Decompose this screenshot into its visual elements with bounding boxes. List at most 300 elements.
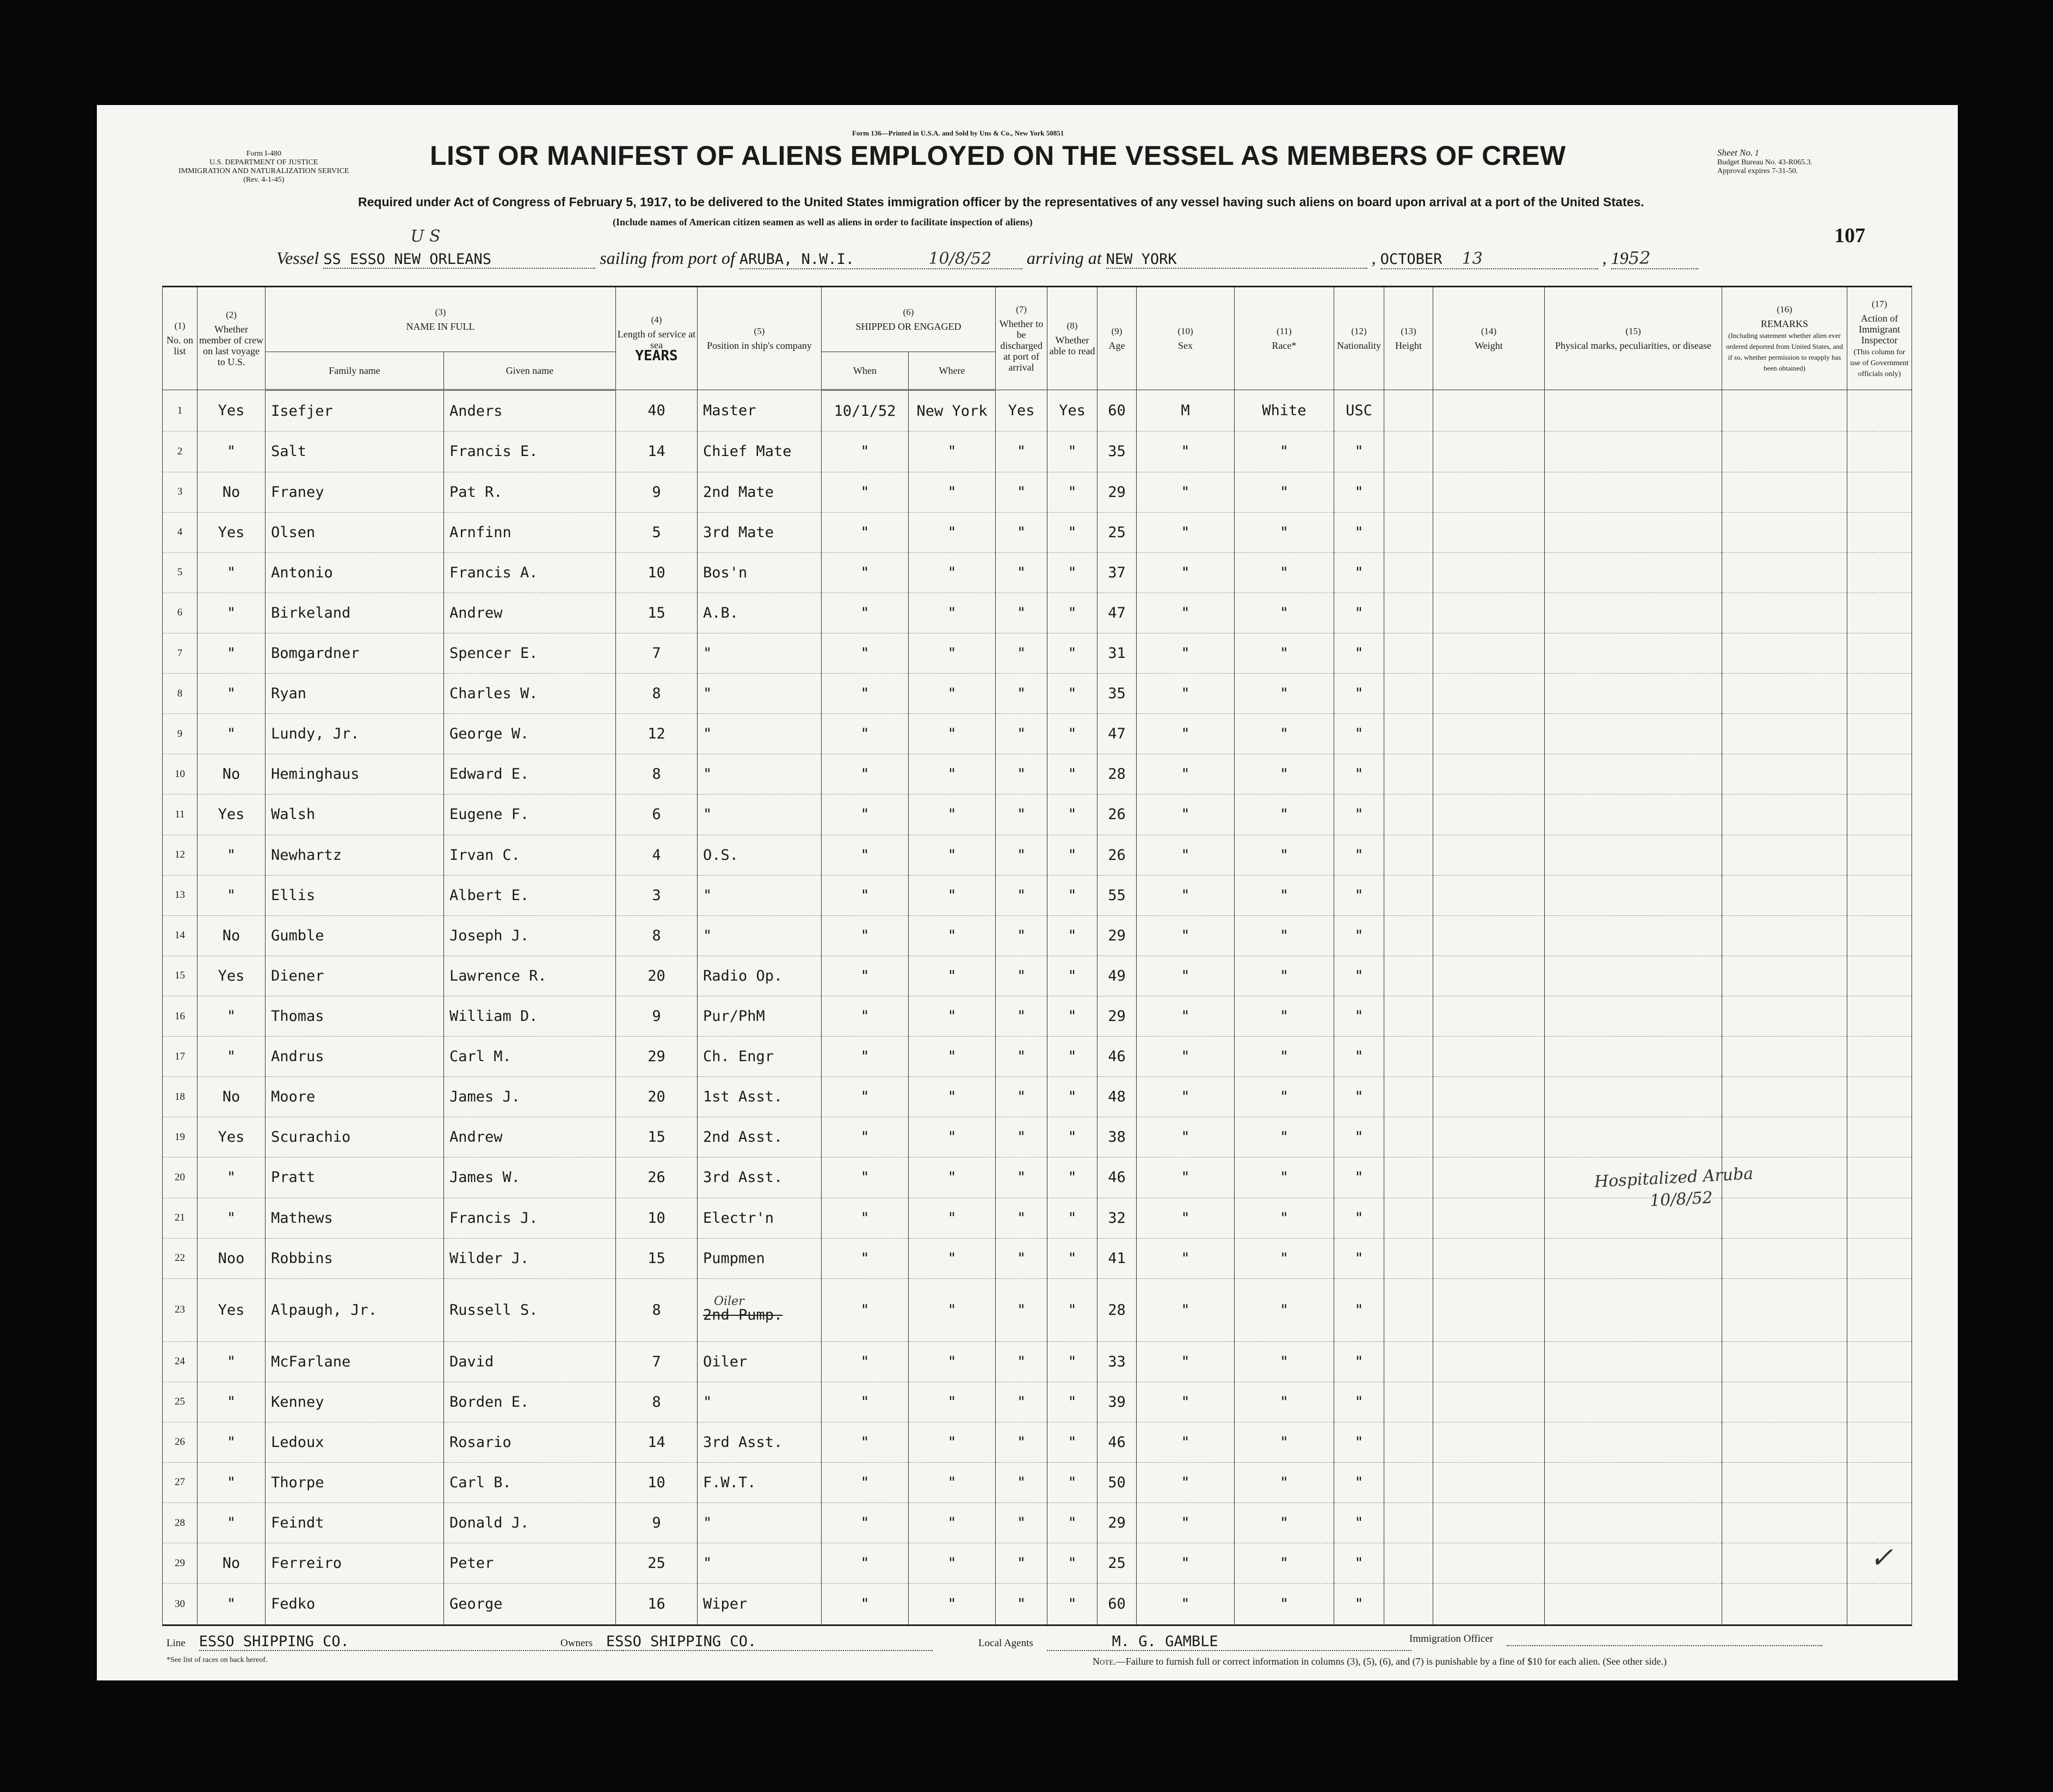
remarks-cell bbox=[1722, 1422, 1847, 1462]
inspector-action-cell bbox=[1847, 1077, 1912, 1117]
weight-cell bbox=[1433, 996, 1545, 1036]
given-name-cell: Andrew bbox=[444, 1117, 616, 1157]
nationality-cell: " bbox=[1334, 432, 1384, 472]
able-to-read-cell: " bbox=[1047, 1157, 1098, 1198]
years-of-service-cell: 9 bbox=[616, 996, 698, 1036]
family-name-cell: Lundy, Jr. bbox=[266, 714, 444, 754]
row-number-cell: 30 bbox=[163, 1584, 198, 1625]
year-suffix: 52 bbox=[1628, 248, 1651, 268]
family-name-cell: Thorpe bbox=[266, 1462, 444, 1502]
discharged-cell: " bbox=[996, 714, 1047, 754]
sex-cell: " bbox=[1137, 633, 1235, 673]
age-cell: 28 bbox=[1098, 1278, 1137, 1341]
crew-row bbox=[163, 795, 1912, 835]
age-cell: 46 bbox=[1098, 1422, 1137, 1462]
col-header-position: (5) Position in ship's company bbox=[698, 287, 822, 390]
family-name-cell: Ledoux bbox=[266, 1422, 444, 1462]
remarks-cell bbox=[1722, 1341, 1847, 1382]
previous-voyage-cell: Yes bbox=[198, 956, 266, 996]
weight-cell bbox=[1433, 1462, 1545, 1502]
nationality-cell: " bbox=[1334, 1462, 1384, 1502]
shipped-where-cell: " bbox=[909, 1341, 996, 1382]
weight-cell bbox=[1433, 875, 1545, 915]
height-cell bbox=[1384, 835, 1433, 875]
previous-voyage-cell: Yes bbox=[198, 1117, 266, 1157]
height-cell bbox=[1384, 996, 1433, 1036]
nationality-cell: " bbox=[1334, 835, 1384, 875]
age-cell: 49 bbox=[1098, 956, 1137, 996]
sex-cell: " bbox=[1137, 1117, 1235, 1157]
given-name-cell: Carl M. bbox=[444, 1037, 616, 1077]
crew-row bbox=[163, 633, 1912, 673]
shipped-where-cell: " bbox=[909, 674, 996, 714]
race-cell: " bbox=[1235, 835, 1334, 875]
height-cell bbox=[1384, 1278, 1433, 1341]
col-header-height: (13) Height bbox=[1384, 287, 1433, 390]
shipped-where-cell: " bbox=[909, 915, 996, 956]
crew-row bbox=[163, 956, 1912, 996]
shipped-where-cell: " bbox=[909, 1117, 996, 1157]
nationality-cell: " bbox=[1334, 996, 1384, 1036]
able-to-read-cell: " bbox=[1047, 1584, 1098, 1625]
inspector-action-cell bbox=[1847, 1037, 1912, 1077]
years-of-service-cell: 15 bbox=[616, 593, 698, 633]
discharged-cell: " bbox=[996, 996, 1047, 1036]
height-cell bbox=[1384, 512, 1433, 552]
discharged-cell: " bbox=[996, 795, 1047, 835]
previous-voyage-cell: Yes bbox=[198, 512, 266, 552]
sex-cell: " bbox=[1137, 1584, 1235, 1625]
given-name-cell: Francis J. bbox=[444, 1198, 616, 1238]
shipped-when-cell: " bbox=[822, 795, 909, 835]
position-cell: 2nd Mate bbox=[698, 472, 822, 512]
age-cell: 29 bbox=[1098, 472, 1137, 512]
able-to-read-cell: " bbox=[1047, 1502, 1098, 1543]
race-cell: " bbox=[1235, 674, 1334, 714]
discharged-cell: " bbox=[996, 1422, 1047, 1462]
previous-voyage-cell: " bbox=[198, 1502, 266, 1543]
row-number-cell: 21 bbox=[163, 1198, 198, 1238]
shipped-when-cell: " bbox=[822, 512, 909, 552]
able-to-read-cell: " bbox=[1047, 956, 1098, 996]
inspector-action-cell bbox=[1847, 1382, 1912, 1422]
sex-cell: " bbox=[1137, 956, 1235, 996]
crew-row bbox=[163, 1037, 1912, 1077]
family-name-cell: Salt bbox=[266, 432, 444, 472]
crew-row bbox=[163, 1584, 1912, 1625]
nationality-cell: " bbox=[1334, 1422, 1384, 1462]
shipped-when-cell: " bbox=[822, 1198, 909, 1238]
given-name-cell: Albert E. bbox=[444, 875, 616, 915]
shipped-when-cell: " bbox=[822, 552, 909, 593]
remarks-cell bbox=[1722, 1117, 1847, 1157]
height-cell bbox=[1384, 390, 1433, 432]
weight-cell bbox=[1433, 1037, 1545, 1077]
previous-voyage-cell: No bbox=[198, 915, 266, 956]
crew-row bbox=[163, 915, 1912, 956]
discharged-cell: " bbox=[996, 593, 1047, 633]
weight-cell bbox=[1433, 1238, 1545, 1278]
nationality-cell: " bbox=[1334, 714, 1384, 754]
previous-voyage-cell: " bbox=[198, 1198, 266, 1238]
weight-cell bbox=[1433, 674, 1545, 714]
previous-voyage-cell: Yes bbox=[198, 795, 266, 835]
weight-cell bbox=[1433, 915, 1545, 956]
years-of-service-cell: 7 bbox=[616, 633, 698, 673]
inspector-action-cell bbox=[1847, 552, 1912, 593]
nationality-cell: " bbox=[1334, 795, 1384, 835]
shipped-where-cell: " bbox=[909, 593, 996, 633]
crew-row bbox=[163, 1238, 1912, 1278]
able-to-read-cell: " bbox=[1047, 512, 1098, 552]
inspector-action-cell bbox=[1847, 714, 1912, 754]
nationality-cell: " bbox=[1334, 754, 1384, 795]
able-to-read-cell: " bbox=[1047, 633, 1098, 673]
age-cell: 29 bbox=[1098, 1502, 1137, 1543]
previous-voyage-cell: " bbox=[198, 674, 266, 714]
nationality-cell: " bbox=[1334, 552, 1384, 593]
vessel-annotation: U S bbox=[410, 227, 441, 246]
shipped-where-cell: " bbox=[909, 795, 996, 835]
inspector-action-cell bbox=[1847, 1157, 1912, 1198]
years-of-service-cell: 10 bbox=[616, 1198, 698, 1238]
col-header-age: (9) Age bbox=[1098, 287, 1137, 390]
able-to-read-cell: " bbox=[1047, 1238, 1098, 1278]
inspector-action-cell bbox=[1847, 1238, 1912, 1278]
inspector-action-cell bbox=[1847, 1117, 1912, 1157]
position-cell: " bbox=[698, 1382, 822, 1422]
remarks-cell bbox=[1722, 633, 1847, 673]
age-cell: 46 bbox=[1098, 1157, 1137, 1198]
shipped-when-cell: " bbox=[822, 674, 909, 714]
shipped-when-cell: " bbox=[822, 1502, 909, 1543]
remarks-cell bbox=[1722, 1502, 1847, 1543]
shipped-where-cell: " bbox=[909, 1382, 996, 1422]
crew-row bbox=[163, 593, 1912, 633]
family-name-cell: Robbins bbox=[266, 1238, 444, 1278]
given-name-cell: Joseph J. bbox=[444, 915, 616, 956]
race-cell: " bbox=[1235, 996, 1334, 1036]
legal-requirement: Required under Act of Congress of February 5, 1917, to be delivered to the United States immigration officer by the representatives of any vessel having such aliens on board upon arrival at a port of the United States. bbox=[358, 195, 1644, 209]
shipped-when-cell: " bbox=[822, 432, 909, 472]
remarks-cell bbox=[1722, 795, 1847, 835]
sex-cell: " bbox=[1137, 1198, 1235, 1238]
col-header-name: (3) NAME IN FULL bbox=[266, 287, 616, 352]
years-of-service-cell: 40 bbox=[616, 390, 698, 432]
revision-date: (Rev. 4-1-45) bbox=[243, 176, 285, 184]
nationality-cell: " bbox=[1334, 1382, 1384, 1422]
given-name-cell: Peter bbox=[444, 1543, 616, 1584]
physical-marks-cell bbox=[1545, 1278, 1722, 1341]
sex-cell: " bbox=[1137, 1462, 1235, 1502]
able-to-read-cell: " bbox=[1047, 1077, 1098, 1117]
remarks-cell bbox=[1722, 956, 1847, 996]
col-header-discharged: (7) Whether to be discharged at port of arrival bbox=[996, 287, 1047, 390]
footer-line bbox=[167, 1633, 624, 1651]
position-cell: Wiper bbox=[698, 1584, 822, 1625]
given-name-cell: Francis A. bbox=[444, 552, 616, 593]
discharged-cell: " bbox=[996, 1278, 1047, 1341]
vessel-label: Vessel bbox=[276, 248, 319, 268]
row-number-cell: 29 bbox=[163, 1543, 198, 1584]
row-number-cell: 18 bbox=[163, 1077, 198, 1117]
shipped-where-cell: " bbox=[909, 1422, 996, 1462]
inspector-action-cell bbox=[1847, 1278, 1912, 1341]
discharged-cell: " bbox=[996, 1198, 1047, 1238]
nationality-cell: " bbox=[1334, 593, 1384, 633]
inspector-action-cell bbox=[1847, 1198, 1912, 1238]
nationality-cell: USC bbox=[1334, 390, 1384, 432]
service-name: IMMIGRATION AND NATURALIZATION SERVICE bbox=[178, 167, 349, 175]
age-cell: 47 bbox=[1098, 593, 1137, 633]
race-cell: " bbox=[1235, 1037, 1334, 1077]
position-cell: " bbox=[698, 1502, 822, 1543]
position-cell: Radio Op. bbox=[698, 956, 822, 996]
position-cell: F.W.T. bbox=[698, 1462, 822, 1502]
weight-cell bbox=[1433, 1584, 1545, 1625]
given-name-cell: Russell S. bbox=[444, 1278, 616, 1341]
age-cell: 60 bbox=[1098, 390, 1137, 432]
race-cell: " bbox=[1235, 1341, 1334, 1382]
weight-cell bbox=[1433, 1502, 1545, 1543]
weight-cell bbox=[1433, 593, 1545, 633]
col-header-physical-marks: (15) Physical marks, peculiarities, or disease bbox=[1545, 287, 1722, 390]
height-cell bbox=[1384, 674, 1433, 714]
position-cell: A.B. bbox=[698, 593, 822, 633]
col-header-read: (8) Whether able to read bbox=[1047, 287, 1098, 390]
race-cell: " bbox=[1235, 593, 1334, 633]
discharged-cell: " bbox=[996, 754, 1047, 795]
years-of-service-cell: 4 bbox=[616, 835, 698, 875]
family-name-cell: Ellis bbox=[266, 875, 444, 915]
height-cell bbox=[1384, 1077, 1433, 1117]
age-cell: 28 bbox=[1098, 754, 1137, 795]
height-cell bbox=[1384, 754, 1433, 795]
shipped-when-cell: " bbox=[822, 593, 909, 633]
previous-voyage-cell: " bbox=[198, 835, 266, 875]
weight-cell bbox=[1433, 754, 1545, 795]
officer-label: Immigration Officer bbox=[1409, 1633, 1494, 1645]
arrival-month: OCTOBER bbox=[1380, 251, 1442, 268]
inspector-action-cell bbox=[1847, 1502, 1912, 1543]
able-to-read-cell: " bbox=[1047, 674, 1098, 714]
row-number-cell: 6 bbox=[163, 593, 198, 633]
row-number-cell: 8 bbox=[163, 674, 198, 714]
remarks-cell bbox=[1722, 714, 1847, 754]
discharged-cell: Yes bbox=[996, 390, 1047, 432]
age-cell: 29 bbox=[1098, 996, 1137, 1036]
remarks-cell bbox=[1722, 1278, 1847, 1341]
col-header-given-name: Given name bbox=[444, 352, 616, 390]
crew-row bbox=[163, 472, 1912, 512]
previous-voyage-cell: " bbox=[198, 1382, 266, 1422]
race-cell: " bbox=[1235, 1238, 1334, 1278]
shipped-where-cell: " bbox=[909, 1278, 996, 1341]
sex-cell: " bbox=[1137, 1382, 1235, 1422]
family-name-cell: Walsh bbox=[266, 795, 444, 835]
weight-cell bbox=[1433, 1341, 1545, 1382]
discharged-cell: " bbox=[996, 1584, 1047, 1625]
nationality-cell: " bbox=[1334, 1198, 1384, 1238]
shipped-where-cell: " bbox=[909, 432, 996, 472]
shipped-where-cell: " bbox=[909, 1157, 996, 1198]
remarks-cell bbox=[1722, 472, 1847, 512]
weight-cell bbox=[1433, 432, 1545, 472]
col-header-inspector-action: (17) Action of Immigrant Inspector (This column for use of Government officials only) bbox=[1847, 287, 1912, 390]
include-note: (Include names of American citizen seamen as well as aliens in order to facilitate inspection of aliens) bbox=[613, 217, 1033, 227]
age-cell: 25 bbox=[1098, 1543, 1137, 1584]
shipped-where-cell: " bbox=[909, 714, 996, 754]
weight-cell bbox=[1433, 1382, 1545, 1422]
age-cell: 50 bbox=[1098, 1462, 1137, 1502]
weight-cell bbox=[1433, 1077, 1545, 1117]
able-to-read-cell: " bbox=[1047, 1117, 1098, 1157]
nationality-cell: " bbox=[1334, 875, 1384, 915]
remarks-cell bbox=[1722, 432, 1847, 472]
discharged-cell: " bbox=[996, 432, 1047, 472]
sex-cell: " bbox=[1137, 552, 1235, 593]
row-number-cell: 24 bbox=[163, 1341, 198, 1382]
position-cell: Master bbox=[698, 390, 822, 432]
position-cell: O.S. bbox=[698, 835, 822, 875]
page-title: LIST OR MANIFEST OF ALIENS EMPLOYED ON THE VESSEL AS MEMBERS OF CREW bbox=[430, 140, 1566, 171]
row-number-cell: 26 bbox=[163, 1422, 198, 1462]
shipped-where-cell: " bbox=[909, 1462, 996, 1502]
row-number-cell: 5 bbox=[163, 552, 198, 593]
shipped-where-cell: " bbox=[909, 956, 996, 996]
shipped-when-cell: " bbox=[822, 956, 909, 996]
race-cell: " bbox=[1235, 915, 1334, 956]
inspector-action-cell bbox=[1847, 835, 1912, 875]
col-header-shipped: (6) SHIPPED OR ENGAGED bbox=[822, 287, 996, 352]
years-of-service-cell: 12 bbox=[616, 714, 698, 754]
age-cell: 46 bbox=[1098, 1037, 1137, 1077]
years-of-service-cell: 29 bbox=[616, 1037, 698, 1077]
family-name-cell: Franey bbox=[266, 472, 444, 512]
inspector-action-cell bbox=[1847, 795, 1912, 835]
sex-cell: " bbox=[1137, 674, 1235, 714]
physical-marks-cell bbox=[1545, 432, 1722, 472]
years-of-service-cell: 25 bbox=[616, 1543, 698, 1584]
given-name-cell: Wilder J. bbox=[444, 1238, 616, 1278]
shipped-where-cell: " bbox=[909, 1584, 996, 1625]
height-cell bbox=[1384, 1543, 1433, 1584]
race-cell: " bbox=[1235, 552, 1334, 593]
nationality-cell: " bbox=[1334, 512, 1384, 552]
crew-rows bbox=[163, 390, 1912, 1625]
line-value: ESSO SHIPPING CO. bbox=[199, 1633, 624, 1651]
crew-row bbox=[163, 1462, 1912, 1502]
nationality-cell: " bbox=[1334, 1341, 1384, 1382]
years-of-service-cell: 16 bbox=[616, 1584, 698, 1625]
physical-marks-cell bbox=[1545, 875, 1722, 915]
shipped-when-cell: " bbox=[822, 1422, 909, 1462]
given-name-cell: Arnfinn bbox=[444, 512, 616, 552]
col-header-weight: (14) Weight bbox=[1433, 287, 1545, 390]
footer-officer bbox=[1409, 1633, 1822, 1646]
weight-cell bbox=[1433, 1157, 1545, 1198]
row-number-cell: 3 bbox=[163, 472, 198, 512]
given-name-cell: Pat R. bbox=[444, 472, 616, 512]
previous-voyage-cell: No bbox=[198, 472, 266, 512]
col-header-sex: (10) Sex bbox=[1137, 287, 1235, 390]
race-cell: " bbox=[1235, 1278, 1334, 1341]
owners-value: ESSO SHIPPING CO. bbox=[606, 1633, 933, 1651]
age-cell: 37 bbox=[1098, 552, 1137, 593]
height-cell bbox=[1384, 1422, 1433, 1462]
remarks-cell bbox=[1722, 996, 1847, 1036]
row-number-cell: 11 bbox=[163, 795, 198, 835]
position-cell bbox=[698, 1278, 822, 1341]
given-name-cell: Spencer E. bbox=[444, 633, 616, 673]
form-number: Form I-480 bbox=[246, 150, 281, 158]
position-cell: 3rd Asst. bbox=[698, 1157, 822, 1198]
crew-row bbox=[163, 1382, 1912, 1422]
physical-marks-cell bbox=[1545, 1543, 1722, 1584]
shipped-when-cell: " bbox=[822, 754, 909, 795]
sex-cell: " bbox=[1137, 512, 1235, 552]
remarks-cell bbox=[1722, 1077, 1847, 1117]
sheet-number: 1 bbox=[1754, 149, 1760, 158]
race-cell: " bbox=[1235, 1382, 1334, 1422]
manifest-sheet bbox=[97, 105, 1958, 1680]
height-cell bbox=[1384, 633, 1433, 673]
col-header-where: Where bbox=[909, 352, 996, 390]
shipped-when-cell: " bbox=[822, 996, 909, 1036]
height-cell bbox=[1384, 1238, 1433, 1278]
inspector-action-cell bbox=[1847, 674, 1912, 714]
race-cell: " bbox=[1235, 956, 1334, 996]
shipped-when-cell: " bbox=[822, 1157, 909, 1198]
port-of-departure: ARUBA, N.W.I. bbox=[739, 251, 855, 268]
row-number-cell: 9 bbox=[163, 714, 198, 754]
position-cell: " bbox=[698, 795, 822, 835]
col-header-when: When bbox=[822, 352, 909, 390]
nationality-cell: " bbox=[1334, 1037, 1384, 1077]
height-cell bbox=[1384, 915, 1433, 956]
discharged-cell: " bbox=[996, 472, 1047, 512]
position-cell: 2nd Asst. bbox=[698, 1117, 822, 1157]
given-name-cell: Andrew bbox=[444, 593, 616, 633]
discharged-cell: " bbox=[996, 1462, 1047, 1502]
col-header-list-number: (1) No. on list bbox=[163, 287, 198, 390]
physical-marks-cell bbox=[1545, 1037, 1722, 1077]
position-cell: " bbox=[698, 1543, 822, 1584]
row-number-cell: 23 bbox=[163, 1278, 198, 1341]
race-cell: " bbox=[1235, 633, 1334, 673]
race-cell: " bbox=[1235, 1584, 1334, 1625]
shipped-where-cell: " bbox=[909, 633, 996, 673]
height-cell bbox=[1384, 795, 1433, 835]
col-header-race: (11) Race* bbox=[1235, 287, 1334, 390]
position-cell: " bbox=[698, 915, 822, 956]
sheet-info bbox=[1717, 149, 1812, 176]
physical-marks-cell bbox=[1545, 1382, 1722, 1422]
previous-voyage-cell: No bbox=[198, 1077, 266, 1117]
shipped-where-cell: " bbox=[909, 835, 996, 875]
previous-voyage-cell: " bbox=[198, 1341, 266, 1382]
crew-table bbox=[162, 286, 1912, 1626]
age-cell: 48 bbox=[1098, 1077, 1137, 1117]
years-of-service-cell: 3 bbox=[616, 875, 698, 915]
family-name-cell: Antonio bbox=[266, 552, 444, 593]
crew-row bbox=[163, 1422, 1912, 1462]
arriving-label: arriving at bbox=[1026, 248, 1102, 268]
remark-hospitalized: Hospitalized Aruba 10/8/52 bbox=[1594, 1164, 1754, 1211]
shipped-where-cell: " bbox=[909, 1238, 996, 1278]
family-name-cell: Fedko bbox=[266, 1584, 444, 1625]
years-of-service-cell: 7 bbox=[616, 1341, 698, 1382]
